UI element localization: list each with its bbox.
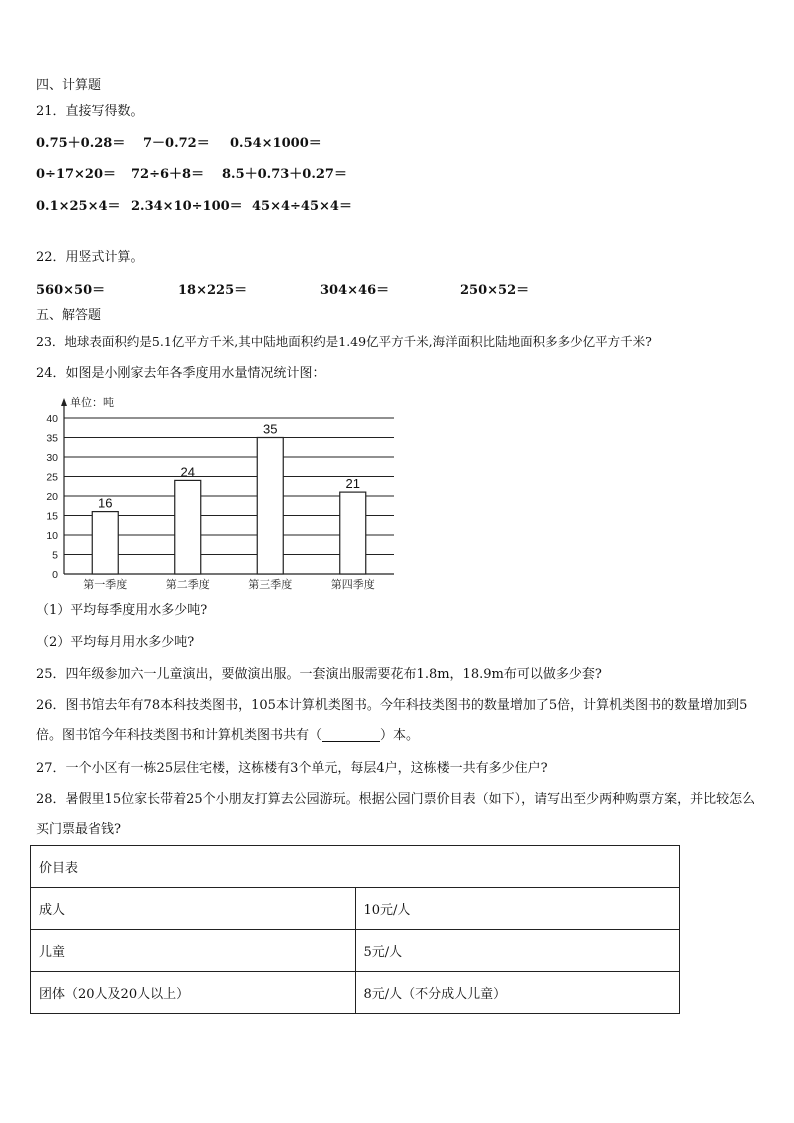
bar [257, 438, 283, 575]
y-axis-arrow-icon [61, 398, 67, 406]
q24-sub2: （2）平均每月用水多少吨? [36, 635, 195, 650]
q21-item: 0.54×1000＝ [230, 136, 322, 151]
price-item: 儿童 [31, 930, 356, 972]
y-tick-label: 20 [46, 491, 58, 503]
x-category-label: 第三季度 [248, 579, 293, 591]
price-item: 团体（20人及20人以上） [31, 972, 356, 1014]
q22-prompt: 22．用竖式计算。 [36, 250, 144, 265]
q22-item: 304×46＝ [320, 283, 390, 298]
price-table-title: 价目表 [31, 846, 680, 888]
y-tick-label: 10 [46, 530, 58, 542]
q21-item: 0.1×25×4＝ [36, 199, 121, 214]
bar-value-label: 24 [180, 464, 195, 480]
bar-value-label: 16 [98, 495, 113, 511]
q27-text: 27．一个小区有一栋25层住宅楼，这栋楼有3个单元，每层4户，这栋楼一共有多少住户? [36, 761, 548, 776]
bar [340, 492, 366, 574]
q21-item: 0÷17×20＝ [36, 167, 117, 182]
bar [175, 480, 201, 574]
water-usage-bar-chart [36, 392, 406, 592]
q22-item: 250×52＝ [460, 283, 530, 298]
q21-item: 8.5＋0.73＋0.27＝ [222, 167, 347, 182]
answer-blank[interactable] [322, 729, 380, 742]
y-tick-label: 0 [52, 569, 58, 581]
q21-item: 0.75＋0.28＝ [36, 136, 126, 151]
q24-prompt: 24．如图是小刚家去年各季度用水量情况统计图： [36, 366, 326, 381]
price-table [30, 845, 680, 1014]
table-row [31, 888, 680, 930]
y-tick-label: 35 [46, 432, 58, 445]
y-tick-label: 40 [46, 413, 58, 425]
q21-item: 72÷6＋8＝ [131, 167, 205, 182]
bar [92, 512, 118, 574]
price-item: 成人 [31, 888, 356, 930]
y-tick-label: 5 [52, 549, 58, 562]
bar-value-label: 35 [263, 421, 278, 437]
table-row [31, 972, 680, 1014]
y-tick-label: 25 [46, 471, 58, 484]
section-4-title: 四、计算题 [36, 78, 102, 93]
q26-text [36, 691, 756, 751]
q26-part2: ）本。 [380, 728, 420, 743]
table-row [31, 930, 680, 972]
table-row [31, 846, 680, 888]
chart-y-unit: 单位：吨 [70, 397, 114, 409]
q24-sub1: （1）平均每季度用水多少吨? [36, 603, 208, 618]
y-tick-label: 30 [46, 452, 58, 464]
q26-part1: 26．图书馆去年有78本科技类图书，105本计算机类图书。今年科技类图书的数量增加了5倍，计算机类图书的数量增加到5倍。图书馆今年科技类图书和计算机类图书共有（ [36, 698, 748, 743]
q21-item: 7－0.72＝ [143, 136, 210, 151]
q22-item: 560×50＝ [36, 283, 106, 298]
chart-bars [92, 438, 366, 575]
x-category-label: 第一季度 [83, 579, 128, 591]
y-tick-label: 15 [46, 510, 58, 523]
q21-item: 2.34×10÷100＝ [131, 199, 243, 214]
section-5-title: 五、解答题 [36, 308, 102, 323]
q23-text: 23．地球表面积约是5.1亿平方千米,其中陆地面积约是1.49亿平方千米,海洋面积比陆地面积多多少亿平方千米? [36, 334, 652, 349]
q22-item: 18×225＝ [178, 283, 248, 298]
q25-text: 25．四年级参加六一儿童演出，要做演出服。一套演出服需要花布1.8m，18.9m布可以做多少套? [36, 667, 602, 682]
x-category-label: 第四季度 [330, 579, 375, 591]
price-value: 10元/人 [355, 888, 680, 930]
price-value: 8元/人（不分成人儿童） [355, 972, 680, 1014]
q21-item: 45×4÷45×4＝ [252, 199, 352, 214]
bar-value-label: 21 [345, 476, 360, 492]
q28-text: 28．暑假里15位家长带着25个小朋友打算去公园游玩。根据公园门票价目表（如下），请写出至少两种购票方案，并比较怎么买门票最省钱? [36, 792, 756, 837]
price-value: 5元/人 [355, 930, 680, 972]
x-category-label: 第二季度 [165, 579, 210, 591]
q21-prompt: 21．直接写得数。 [36, 104, 144, 119]
